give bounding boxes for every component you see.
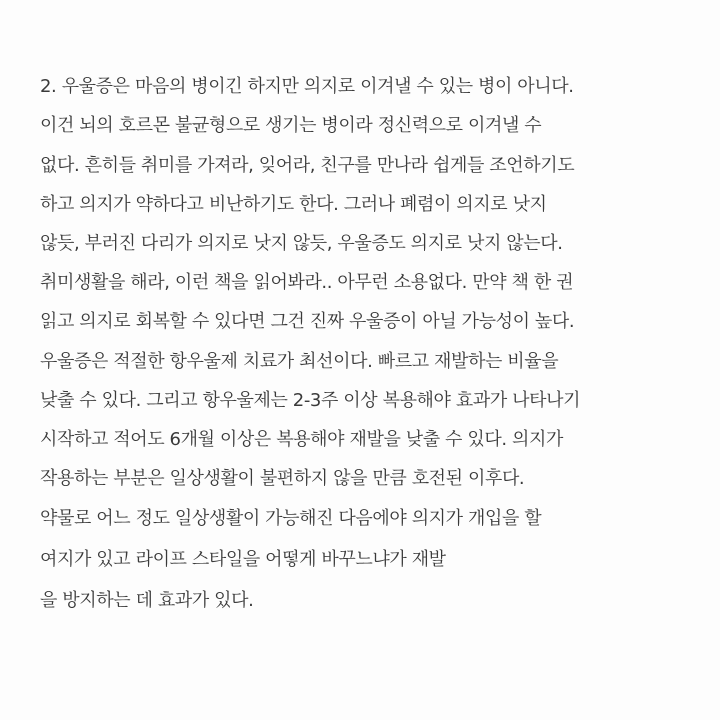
text-line-12: 약물로 어느 정도 일상생활이 가능해진 다음에야 의지가 개입을 할 <box>40 508 542 529</box>
text-line-9: 낮출 수 있다. 그리고 항우울제는 2-3주 이상 복용해야 효과가 나타나기 <box>40 390 581 411</box>
text-line-8: 우울증은 적절한 항우울제 치료가 최선이다. 빠르고 재발하는 비율을 <box>40 351 559 372</box>
text-line-2: 이건 뇌의 호르몬 불균형으로 생기는 병이라 정신력으로 이겨낼 수 <box>40 115 542 136</box>
text-line-14: 을 방지하는 데 효과가 있다. <box>40 590 254 611</box>
text-line-11: 작용하는 부분은 일상생활이 불편하지 않을 만큼 호전된 이후다. <box>40 468 525 489</box>
text-line-13: 여지가 있고 라이프 스타일을 어떻게 바꾸느냐가 재발 <box>40 549 446 570</box>
text-line-6: 취미생활을 해라, 이런 책을 읽어봐라.. 아무런 소용없다. 만약 책 한 권 <box>40 272 574 293</box>
text-line-7: 읽고 의지로 회복할 수 있다면 그건 진짜 우울증이 아닐 가능성이 높다. <box>40 311 575 332</box>
text-line-3: 없다. 흔히들 취미를 가져라, 잊어라, 친구를 만나라 쉽게들 조언하기도 <box>40 155 575 176</box>
text-line-10: 시작하고 적어도 6개월 이상은 복용해야 재발을 낮출 수 있다. 의지가 <box>40 429 563 450</box>
text-line-1: 2. 우울증은 마음의 병이긴 하지만 의지로 이겨낼 수 있는 병이 아니다. <box>40 76 574 97</box>
text-line-5: 않듯, 부러진 다리가 의지로 낫지 않듯, 우울증도 의지로 낫지 않는다. <box>40 233 563 254</box>
text-line-4: 하고 의지가 약하다고 비난하기도 한다. 그러나 폐렴이 의지로 낫지 <box>40 194 547 215</box>
